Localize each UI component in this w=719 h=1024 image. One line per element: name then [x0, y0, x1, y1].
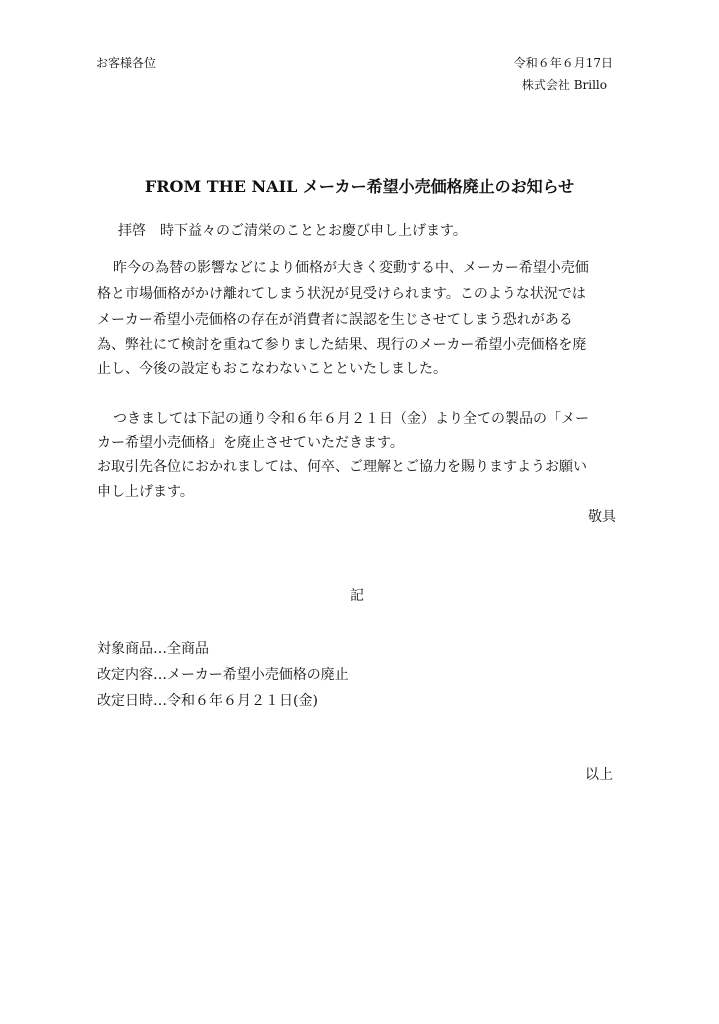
- paragraph1-line: 格と市場価格がかけ離れてしまう状況が見受けられます。このような状況では: [97, 286, 586, 302]
- ki-heading: 記: [350, 588, 364, 604]
- greeting: 拝啓 時下益々のご清栄のこととお慶び申し上げます。: [118, 223, 467, 239]
- document-title: FROM THE NAIL メーカー希望小売価格廃止のお知らせ: [144, 177, 575, 196]
- company-name: 株式会社 Brillo: [521, 78, 607, 92]
- paragraph2-line: つきましては下記の通り令和６年６月２１日（金）より全ての製品の「メー: [113, 411, 589, 427]
- paragraph1-line: 止し、今後の設定もおこなわないことといたしました。: [97, 361, 447, 377]
- ending-ijou: 以上: [585, 767, 613, 783]
- paragraph2-line: カー希望小売価格」を廃止させていただきます。: [97, 435, 404, 451]
- detail-revision-date: 改定日時…令和６年６月２１日(金): [97, 693, 318, 709]
- detail-target-products: 対象商品…全商品: [97, 641, 209, 657]
- detail-revision-content: 改定内容…メーカー希望小売価格の廃止: [97, 667, 349, 683]
- paragraph2-line: お取引先各位におかれましては、何卒、ご理解とご協力を賜りますようお願い: [97, 459, 587, 475]
- recipient: お客様各位: [96, 56, 157, 70]
- paragraph1-line: 為、弊社にて検討を重ねて参りました結果、現行のメーカー希望小売価格を廃: [97, 337, 587, 353]
- paragraph2-line: 申し上げます。: [97, 484, 194, 500]
- paragraph1-line: メーカー希望小売価格の存在が消費者に誤認を生じさせてしまう恐れがある: [97, 312, 573, 328]
- closing-keigu: 敬具: [588, 509, 616, 525]
- paragraph1-line: 昨今の為替の影響などにより価格が大きく変動する中、メーカー希望小売価: [113, 260, 589, 276]
- document-date: 令和６年６月17日: [513, 56, 613, 70]
